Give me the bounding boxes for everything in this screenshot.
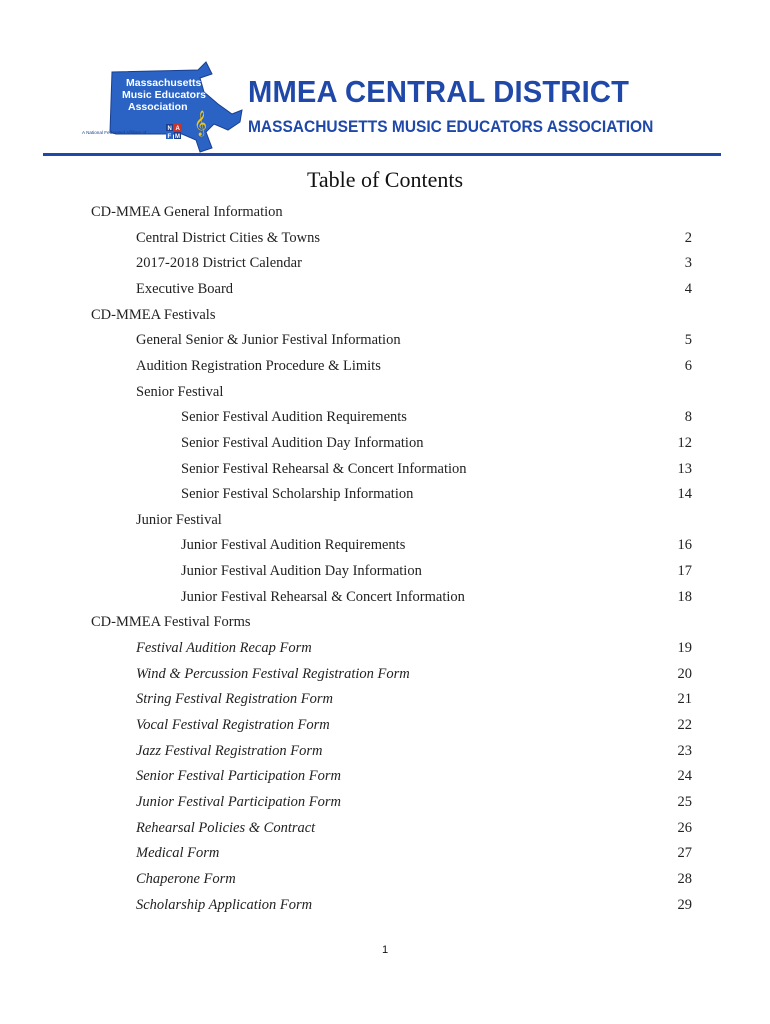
toc-entry-label: Senior Festival Audition Day Information bbox=[181, 435, 424, 451]
toc-page-number: 24 bbox=[677, 768, 692, 784]
toc-entry-label: Senior Festival Scholarship Information bbox=[181, 486, 414, 502]
toc-entry-label: Junior Festival Audition Day Information bbox=[181, 563, 422, 579]
toc-page-number: 12 bbox=[677, 435, 692, 451]
toc-page-number: 18 bbox=[677, 589, 692, 605]
toc-title: Table of Contents bbox=[306, 167, 464, 192]
svg-text:F: F bbox=[167, 134, 172, 140]
toc-entry-label: Executive Board bbox=[136, 281, 234, 297]
toc-page-number: 4 bbox=[684, 281, 692, 297]
toc-page-number: 3 bbox=[684, 255, 692, 271]
toc-page-number: 27 bbox=[677, 845, 692, 861]
toc-entry-label: Senior Festival bbox=[136, 384, 224, 400]
toc-entry-label: 2017-2018 District Calendar bbox=[136, 255, 302, 271]
district-title: MMEA CENTRAL DISTRICT bbox=[248, 74, 630, 109]
toc-page-number: 14 bbox=[677, 486, 692, 502]
toc-entry-label: String Festival Registration Form bbox=[136, 691, 333, 707]
affiliate-text: A National Federated Affiliate of bbox=[82, 130, 147, 135]
toc-page-number: 6 bbox=[684, 358, 692, 374]
toc-entry-label: Senior Festival Rehearsal & Concert Information bbox=[181, 461, 467, 477]
logo-text-line3: Association bbox=[128, 101, 188, 113]
logo-text-line1: Massachusetts bbox=[126, 77, 202, 89]
page-number: 1 bbox=[381, 944, 389, 956]
toc-entry-label: Junior Festival Rehearsal & Concert Information bbox=[181, 589, 465, 605]
toc-entry-label: Senior Festival Audition Requirements bbox=[181, 409, 407, 425]
header-divider bbox=[43, 153, 721, 156]
toc-entry-label: Rehearsal Policies & Contract bbox=[136, 820, 316, 836]
toc-section-heading: CD-MMEA Festival Forms bbox=[91, 614, 251, 630]
toc-entry-label: Chaperone Form bbox=[136, 871, 236, 887]
toc-page-number: 17 bbox=[677, 563, 692, 579]
toc-page-number: 19 bbox=[677, 640, 692, 656]
toc-section-heading: CD-MMEA Festivals bbox=[91, 307, 216, 323]
toc-page-number: 16 bbox=[677, 537, 692, 553]
toc-section-heading: CD-MMEA General Information bbox=[91, 204, 283, 220]
svg-text:M: M bbox=[175, 134, 180, 140]
toc-page-number: 21 bbox=[677, 691, 692, 707]
toc-entry-label: Medical Form bbox=[136, 845, 220, 861]
document-header bbox=[0, 0, 770, 160]
toc-page-number: 29 bbox=[677, 897, 692, 913]
toc-entry-label: Vocal Festival Registration Form bbox=[136, 717, 330, 733]
toc-page-number: 25 bbox=[677, 794, 692, 810]
logo-text-line2: Music Educators bbox=[122, 89, 207, 101]
toc-page-number: 23 bbox=[677, 743, 692, 759]
toc-page-number: 22 bbox=[677, 717, 692, 733]
toc-entry-label: Senior Festival Participation Form bbox=[136, 768, 341, 784]
toc-page-number: 8 bbox=[684, 409, 692, 425]
toc-entry-label: General Senior & Junior Festival Information bbox=[136, 332, 401, 348]
toc-page-number: 13 bbox=[677, 461, 692, 477]
toc-entry-label: Junior Festival Participation Form bbox=[136, 794, 341, 810]
treble-clef-icon: 𝄞 bbox=[194, 111, 208, 136]
toc-page-number: 5 bbox=[684, 332, 692, 348]
toc-entry-label: Junior Festival bbox=[136, 512, 222, 528]
toc-entry-label: Scholarship Application Form bbox=[136, 897, 313, 913]
svg-text:A: A bbox=[175, 126, 180, 132]
toc-page-number: 2 bbox=[684, 230, 692, 246]
toc-page-number: 28 bbox=[677, 871, 692, 887]
association-subtitle: MASSACHUSETTS MUSIC EDUCATORS ASSOCIATION bbox=[248, 118, 654, 136]
toc-entry-label: Jazz Festival Registration Form bbox=[136, 743, 323, 759]
toc-entry-label: Festival Audition Recap Form bbox=[136, 640, 312, 656]
toc-page-number: 26 bbox=[677, 820, 692, 836]
toc-entry-label: Audition Registration Procedure & Limits bbox=[136, 358, 381, 374]
toc-entry-label: Wind & Percussion Festival Registration Form bbox=[136, 666, 410, 682]
svg-text:N: N bbox=[167, 126, 172, 132]
toc-entry-label: Junior Festival Audition Requirements bbox=[181, 537, 406, 553]
toc-entry-label: Central District Cities & Towns bbox=[136, 230, 320, 246]
mmea-logo bbox=[82, 60, 244, 155]
toc-page-number: 20 bbox=[677, 666, 692, 682]
